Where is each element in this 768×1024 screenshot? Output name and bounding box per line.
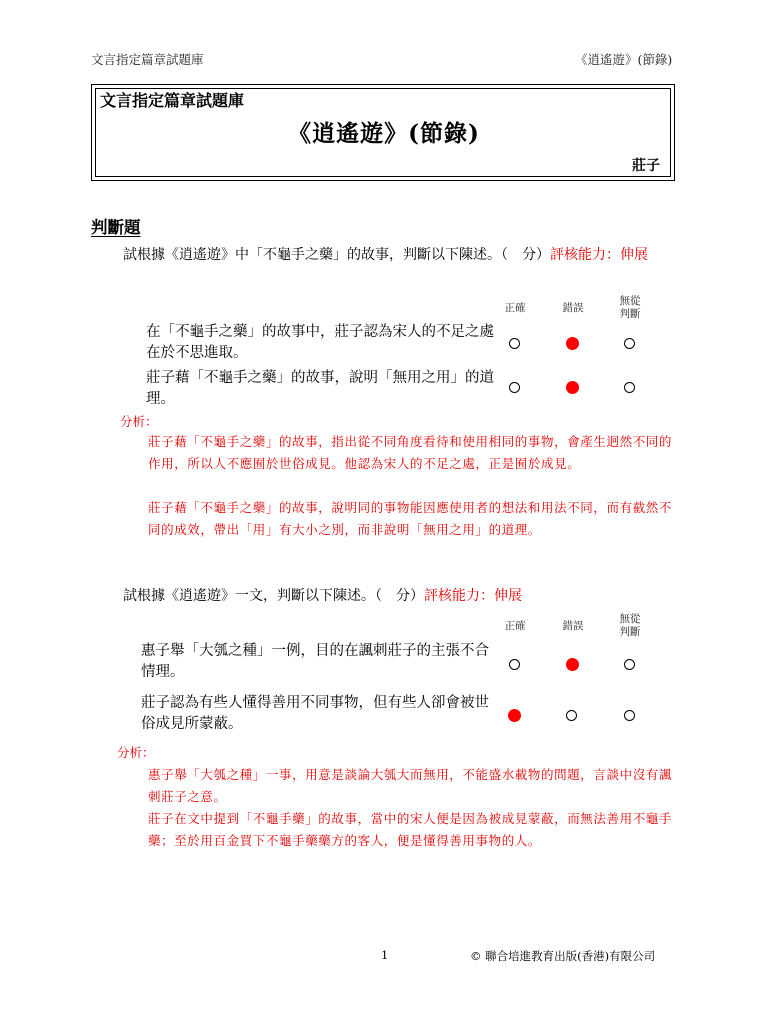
q2-instruction-text: 試根據《逍遙遊》一文，判斷以下陳述。（ 分） [123, 588, 424, 604]
copyright: © 聯合培進教育出版(香港)有限公司 [470, 949, 656, 963]
running-header-right: 《逍遙遊》(節錄) [575, 52, 673, 67]
q2-statement-1: 惠子舉「大瓠之種」一例，目的在諷刺莊子的主張不合情理。 [141, 643, 489, 680]
q1-s1-correct-radio[interactable] [509, 338, 520, 349]
author: 莊子 [632, 158, 660, 174]
q1-s1-wrong-radio[interactable] [566, 337, 579, 350]
q2-instruction [123, 586, 683, 607]
q1-s2-correct-radio[interactable] [509, 382, 520, 393]
q1-analysis-2: 莊子藉「不龜手之藥」的故事，說明同的事物能因應使用者的想法和用法不同，而有截然不同的成效，帶出「用」有大小之別，而非說明「無用之用」的道理。 [148, 500, 673, 537]
q1-s2-undetermined-radio[interactable] [624, 382, 635, 393]
q2-statement-2: 莊子認為有些人懂得善用不同事物，但有些人卻會被世俗成見所蒙蔽。 [141, 695, 489, 732]
q1-col-wrong: 錯誤 [562, 302, 584, 314]
q2-analysis-1: 惠子舉「大瓠之種」一事，用意是談論大瓠大而無用，不能盛水載物的問題，言談中沒有諷刺莊子之意。 [148, 767, 673, 804]
q2-s2-correct-radio[interactable] [508, 709, 521, 722]
q2-analysis-label: 分析： [117, 745, 155, 760]
q2-s2-undetermined-radio[interactable] [624, 710, 635, 721]
q2-s1-correct-radio[interactable] [509, 659, 520, 670]
page-number: 1 [381, 948, 389, 962]
q1-skill: 評核能力：伸展 [550, 247, 648, 263]
section-title: 判斷題 [91, 218, 141, 237]
q1-instruction-text: 試根據《逍遙遊》中「不龜手之藥」的故事，判斷以下陳述。（ 分） [123, 247, 550, 263]
q2-s1-wrong-radio[interactable] [566, 658, 579, 671]
q2-skill: 評核能力：伸展 [424, 588, 522, 604]
q1-s2-wrong-radio[interactable] [566, 381, 579, 394]
q2-analysis-2: 莊子在文中提到「不龜手藥」的故事，當中的宋人便是因為被成見蒙蔽，而無法善用不龜手藥；至於用百金買下不龜手藥藥方的客人，便是懂得善用事物的人。 [148, 811, 673, 848]
q2-col-correct: 正確 [504, 620, 526, 632]
q1-col-correct: 正確 [504, 302, 526, 314]
page-title: 《逍遙遊》(節錄) [288, 120, 480, 147]
running-header-left: 文言指定篇章試題庫 [91, 52, 204, 67]
q2-col-wrong: 錯誤 [562, 620, 584, 632]
q2-s2-wrong-radio[interactable] [566, 710, 577, 721]
q1-statement-1: 在「不龜手之藥」的故事中，莊子認為宋人的不足之處在於不思進取。 [146, 324, 494, 361]
q1-analysis-label: 分析： [120, 414, 158, 429]
title-box-label: 文言指定篇章試題庫 [100, 91, 245, 110]
q1-col-undetermined: 無從判斷 [619, 295, 641, 320]
q2-col-undetermined: 無從判斷 [619, 613, 641, 638]
q1-instruction [123, 245, 683, 266]
q1-s1-undetermined-radio[interactable] [624, 338, 635, 349]
q2-s1-undetermined-radio[interactable] [624, 659, 635, 670]
q1-analysis-1: 莊子藉「不龜手之藥」的故事，指出從不同角度看待和使用相同的事物，會產生迥然不同的作用，所以人不應囿於世俗成見。他認為宋人的不足之處，正是囿於成見。 [148, 434, 673, 471]
q1-statement-2: 莊子藉「不龜手之藥」的故事，說明「無用之用」的道理。 [146, 370, 494, 407]
